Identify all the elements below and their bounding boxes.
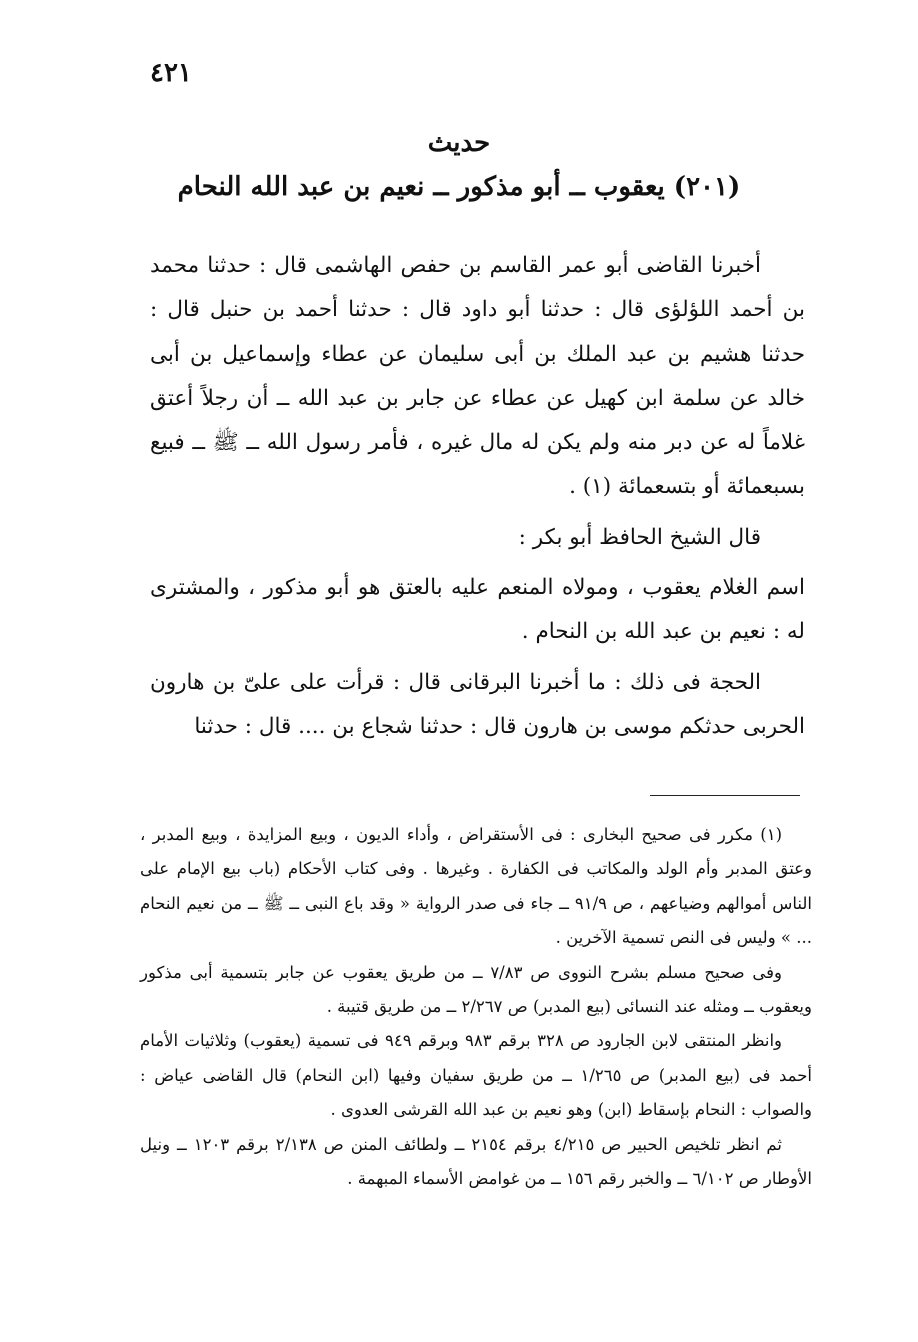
footnote-paragraph: وفى صحيح مسلم بشرح النووى ص ٧/٨٣ ــ من طريق يعقوب عن جابر بتسمية أبى مذكور ويعقوب ــ ومثله عند النسائى (بيع المدبر) ص ٢/٢٦٧ ــ من طريق قتيبة .: [140, 962, 812, 1017]
speaker-line: قال الشيخ الحافظ أبو بكر :: [518, 524, 761, 550]
names-paragraph: اسم الغلام يعقوب ، ومولاه المنعم عليه بالعتق هو أبو مذكور ، والمشترى له : نعيم بن عبد الله بن النحام .: [150, 575, 805, 645]
footnotes: [140, 818, 812, 1196]
footnote-paragraph: ثم انظر تلخيص الحبير ص ٤/٢١٥ برقم ٢١٥٤ ــ ولطائف المنن ص ٢/١٣٨ برقم ١٢٠٣ ــ ونيل الأوطار ص ٦/١٠٢ ــ والخبر رقم ١٥٦ ــ من غوامض الأسماء المبهمة .: [140, 1134, 812, 1189]
page-number: ٤٢١: [150, 58, 192, 88]
hadith-heading: (٢٠١) يعقوب ــ أبو مذكور ــ نعيم بن عبد الله النحام: [177, 172, 741, 202]
footnote-paragraph: وانظر المنتقى لابن الجارود ص ٣٢٨ برقم ٩٨٣ وبرقم ٩٤٩ فى تسمية (يعقوب) وثلاثيات الأمام أحمد فى (بيع المدبر) ص ١/٢٦٥ ــ من طريق سفيان وفيها (ابن النحام) قال القاضى عياض : والصواب : النحام بإسقاط (ابن) وهو نعيم بن عبد الله القرشى العدوى .: [140, 1031, 812, 1120]
footnote-paragraph: (١) مكرر فى صحيح البخارى : فى الأستقراض ، وأداء الديون ، وبيع المزايدة ، وبيع المدبر ، وعتق المدبر وأم الولد والمكاتب فى الكفارة . وغيرها . وفى كتاب الأحكام (باب بيع الإمام على الناس أموالهم وضياعهم ، ص ٩١/٩ ــ جاء فى صدر الرواية « وقد باع النبى ــ ﷺ ــ من نعيم النحام ... » وليس فى النص تسمية الآخرين .: [140, 825, 812, 948]
section-title: حديث: [427, 128, 491, 158]
evidence-paragraph: الحجة فى ذلك : ما أخبرنا البرقانى قال : قرأت على علىّ بن هارون الحربى حدثكم موسى بن هارون قال : حدثنا شجاع بن .... قال : حدثنا: [150, 669, 805, 739]
isnad-paragraph: أخبرنا القاضى أبو عمر القاسم بن حفص الهاشمى قال : حدثنا محمد بن أحمد اللؤلؤى قال : حدثنا أبو داود قال : حدثنا أحمد بن حنبل قال : حدثنا هشيم بن عبد الملك بن أبى سليمان عن عطاء وإسماعيل بن أبى خالد عن سلمة ابن كهيل عن عطاء عن جابر بن عبد الله ــ أن رجلاً أعتق غلاماً له عن دبر منه ولم يكن له مال غيره ، فأمر رسول الله ــ ﷺ ــ فبيع بسبعمائة أو بتسعمائة (١) .: [150, 253, 805, 500]
footnote-separator: [650, 795, 800, 796]
main-text: [150, 244, 805, 749]
